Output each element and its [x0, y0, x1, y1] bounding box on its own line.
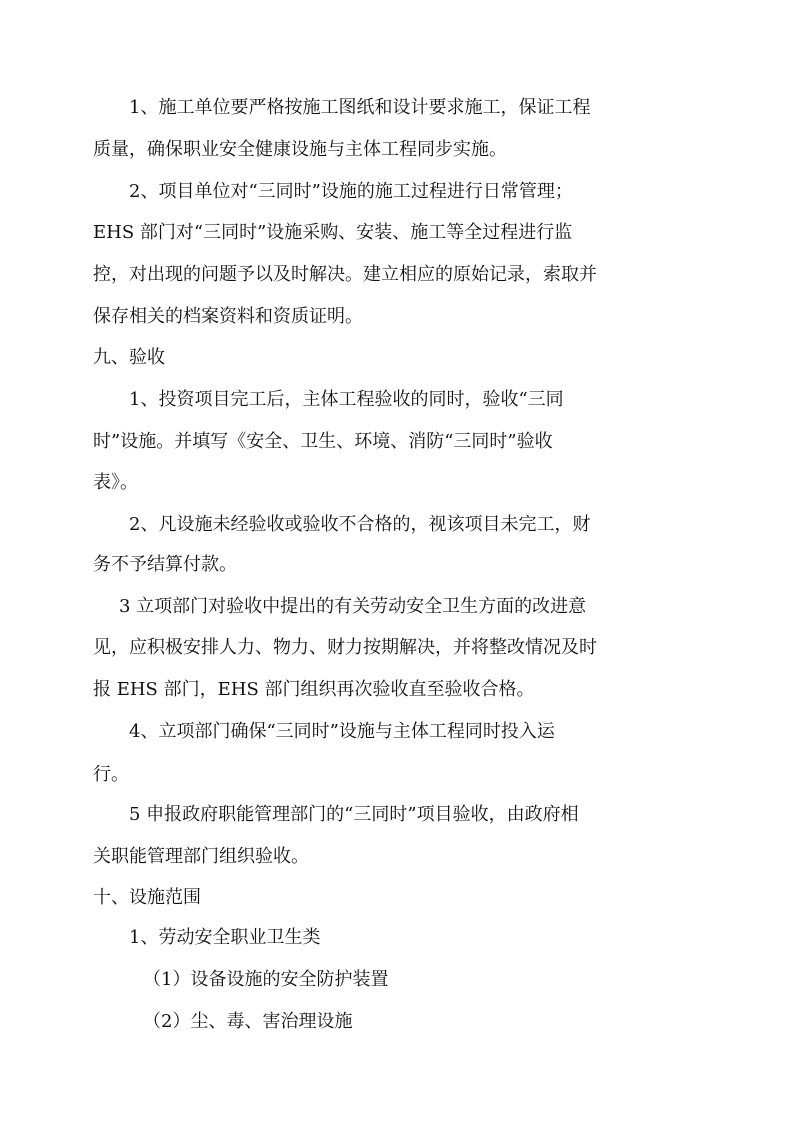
paragraph-line: 2、项目单位对“三同时”设施的施工过程进行日常管理；	[129, 181, 573, 202]
paragraph-line: 关职能管理部门组织验收。	[93, 846, 309, 867]
paragraph-line: 见，应积极安排人力、物力、财力按期解决，并将整改情况及时	[93, 637, 597, 658]
list-item: （2）尘、毒、害治理设施	[143, 1011, 353, 1032]
paragraph-line: 控，对出现的问题予以及时解决。建立相应的原始记录，索取并	[93, 264, 597, 285]
section-heading: 九、验收	[93, 347, 165, 368]
section-heading: 十、设施范围	[93, 887, 201, 908]
paragraph-line: 5 申报政府职能管理部门的“三同时”项目验收，由政府相	[129, 804, 579, 825]
paragraph-line: 质量，确保职业安全健康设施与主体工程同步实施。	[93, 139, 507, 160]
paragraph-line: 时”设施。并填写《安全、卫生、环境、消防“三同时”验收	[93, 431, 553, 452]
paragraph-line: 保存相关的档案资料和资质证明。	[93, 306, 363, 327]
paragraph-line: 表》。	[93, 472, 138, 493]
list-item: （1）设备设施的安全防护装置	[143, 969, 389, 990]
list-item: 1、劳动安全职业卫生类	[129, 927, 321, 948]
paragraph-line: 报 EHS 部门，EHS 部门组织再次验收直至验收合格。	[93, 679, 535, 700]
paragraph-line: 1、投资项目完工后，主体工程验收的同时，验收“三同	[129, 389, 564, 410]
paragraph-line: 务不予结算付款。	[93, 554, 237, 575]
paragraph-line: 3 立项部门对验收中提出的有关劳动安全卫生方面的改进意	[119, 596, 587, 617]
paragraph-line: EHS 部门对“三同时”设施采购、安装、施工等全过程进行监	[93, 222, 573, 243]
paragraph-line: 1、施工单位要严格按施工图纸和设计要求施工，保证工程	[129, 97, 591, 118]
paragraph-line: 4、立项部门确保“三同时”设施与主体工程同时投入运	[129, 721, 555, 742]
paragraph-line: 2、凡设施未经验收或验收不合格的，视该项目未完工，财	[129, 514, 591, 535]
paragraph-line: 行。	[93, 764, 129, 785]
